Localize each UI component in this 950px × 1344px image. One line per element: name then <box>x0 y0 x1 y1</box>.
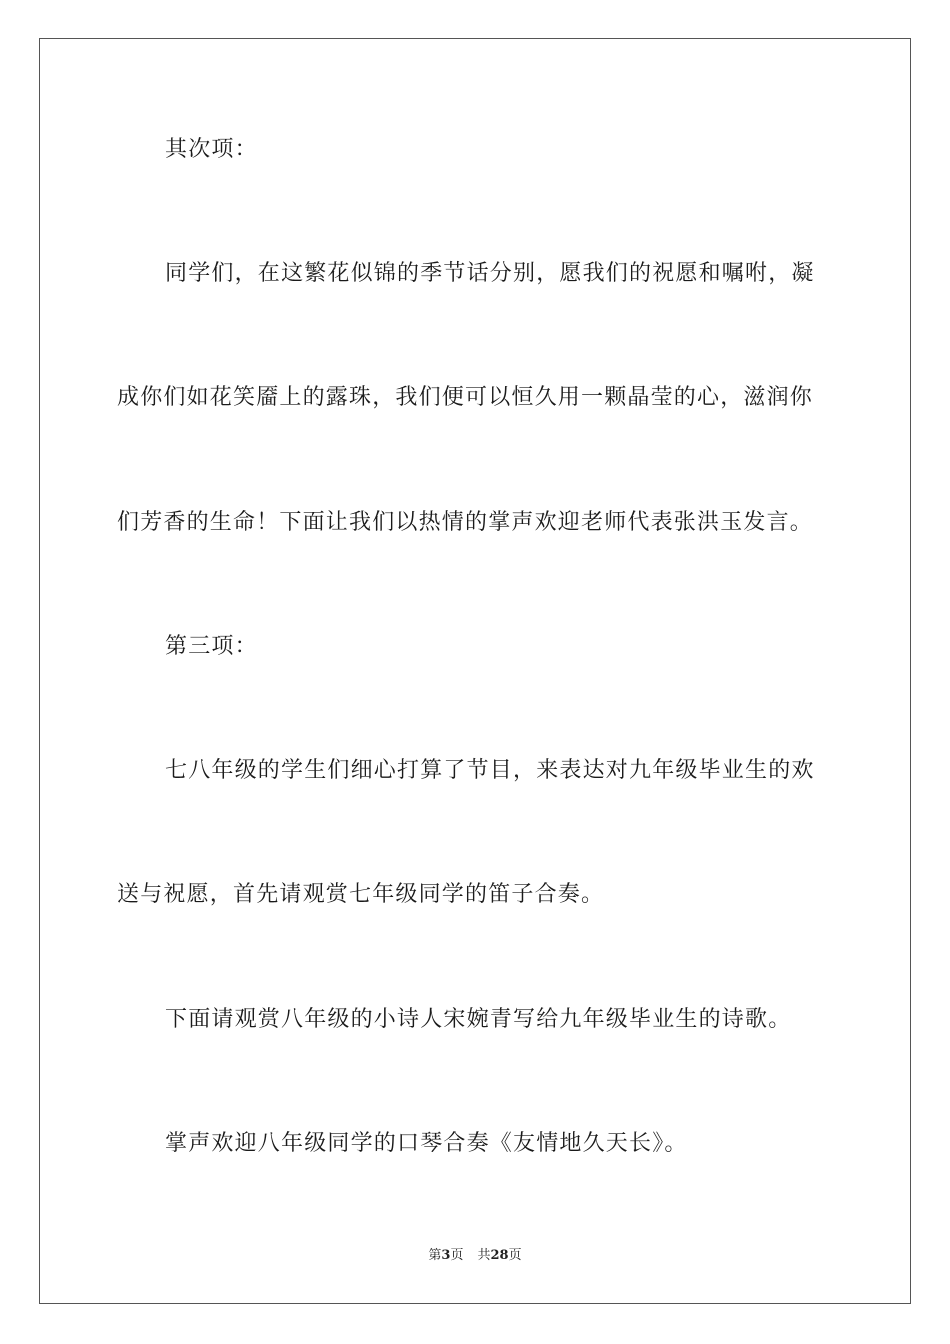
page-footer <box>0 1247 950 1265</box>
paragraph-line: 掌声欢迎八年级同学的口琴合奏《友情地久天长》。 <box>165 1131 688 1156</box>
paragraph-line: 第三项： <box>165 634 258 659</box>
footer-total-number: 28 <box>490 1248 509 1263</box>
paragraph-line: 成你们如花笑靥上的露珠，我们便可以恒久用一颗晶莹的心，滋润你 <box>117 385 814 410</box>
paragraph-line: 七八年级的学生们细心打算了节目，来表达对九年级毕业生的欢 <box>165 758 815 783</box>
footer-page-prefix: 第 <box>428 1248 442 1263</box>
paragraph-line: 们芳香的生命！下面让我们以热情的掌声欢迎老师代表张洪玉发言。 <box>117 510 814 535</box>
footer-page-suffix: 页 <box>450 1248 464 1263</box>
paragraph-line: 同学们，在这繁花似锦的季节话分别，愿我们的祝愿和嘱咐，凝 <box>165 261 815 286</box>
footer-total-suffix: 页 <box>508 1248 522 1263</box>
footer-total-prefix: 共 <box>477 1248 491 1263</box>
footer-page-number: 3 <box>441 1248 451 1263</box>
paragraph-line: 下面请观赏八年级的小诗人宋婉青写给九年级毕业生的诗歌。 <box>165 1007 792 1032</box>
paragraph-line: 其次项： <box>165 137 258 162</box>
paragraph-line: 送与祝愿，首先请观赏七年级同学的笛子合奏。 <box>117 882 605 907</box>
page-frame <box>39 38 911 1304</box>
